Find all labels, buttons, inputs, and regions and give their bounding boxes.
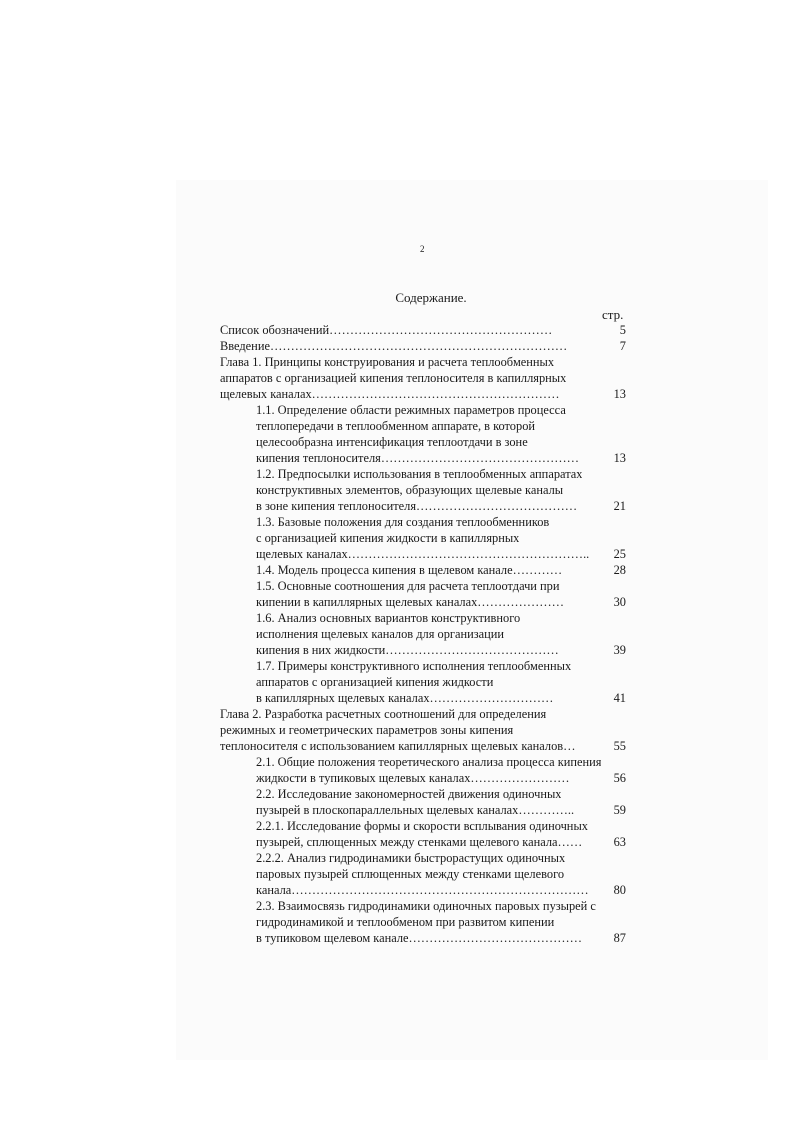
toc-entry bbox=[220, 722, 626, 738]
toc-entry bbox=[220, 738, 626, 754]
toc-entry-page: 63 bbox=[613, 835, 626, 849]
toc-entry-text: 2.2. Исследование закономерностей движения одиночных bbox=[256, 787, 562, 801]
toc-entry-text: 2.3. Взаимосвязь гидродинамики одиночных паровых пузырей с bbox=[256, 899, 596, 913]
toc-entry-page: 55 bbox=[613, 739, 626, 753]
toc-entry bbox=[220, 818, 626, 834]
toc-entry bbox=[220, 658, 626, 674]
toc-entry-text: 1.3. Базовые положения для создания теплообменников bbox=[256, 515, 550, 529]
toc-entry-page: 13 bbox=[613, 451, 626, 465]
page-number: 2 bbox=[420, 244, 425, 254]
toc-entry bbox=[220, 706, 626, 722]
toc-entry-text: пузырей, сплющенных между стенками щелевого канала…… bbox=[256, 835, 583, 849]
toc-entry bbox=[220, 418, 626, 434]
toc-entry-text: 1.4. Модель процесса кипения в щелевом канале………… bbox=[256, 563, 563, 577]
toc-entry-text: аппаратов с организацией кипения жидкости bbox=[256, 675, 494, 689]
toc-entry-page: 30 bbox=[613, 595, 626, 609]
toc-entry bbox=[220, 690, 626, 706]
toc-entry bbox=[220, 546, 626, 562]
toc-entry-page: 21 bbox=[613, 499, 626, 513]
toc-entry-text: 2.1. Общие положения теоретического анализа процесса кипения bbox=[256, 755, 602, 769]
toc-entry-text: в зоне кипения теплоносителя………………………………… bbox=[256, 499, 578, 513]
toc-entry bbox=[220, 322, 626, 338]
toc-entry bbox=[220, 642, 626, 658]
toc-entry-text: исполнения щелевых каналов для организации bbox=[256, 627, 505, 641]
toc-entry-text: гидродинамикой и теплообменом при развитом кипении bbox=[256, 915, 555, 929]
toc-entry-page: 28 bbox=[613, 563, 626, 577]
toc-entry-text: в капиллярных щелевых каналах………………………… bbox=[256, 691, 554, 705]
toc-entry bbox=[220, 786, 626, 802]
toc-entry bbox=[220, 402, 626, 418]
toc-entry bbox=[220, 498, 626, 514]
toc-entry-page: 80 bbox=[613, 883, 626, 897]
toc-entry bbox=[220, 674, 626, 690]
toc-entry-text: кипения теплоносителя………………………………………… bbox=[256, 451, 580, 465]
toc-entry-text: целесообразна интенсификация теплоотдачи в зоне bbox=[256, 435, 528, 449]
toc-entry-text: 1.6. Анализ основных вариантов конструктивного bbox=[256, 611, 521, 625]
toc-entry-text: теплоносителя с использованием капиллярных щелевых каналов… bbox=[220, 739, 576, 753]
toc-entry-text: 2.2.1. Исследование формы и скорости всплывания одиночных bbox=[256, 819, 588, 833]
toc-entry bbox=[220, 578, 626, 594]
toc-entry-text: кипении в капиллярных щелевых каналах………………… bbox=[256, 595, 565, 609]
toc-entry-page: 7 bbox=[619, 339, 626, 353]
toc-entry-text: режимных и геометрических параметров зоны кипения bbox=[220, 723, 514, 737]
toc-entry-text: щелевых каналах…………………………………………………… bbox=[220, 387, 560, 401]
toc-entry-text: 1.7. Примеры конструктивного исполнения теплообменных bbox=[256, 659, 572, 673]
toc-entry-text: 1.5. Основные соотношения для расчета теплоотдачи при bbox=[256, 579, 560, 593]
toc-entry-text: щелевых каналах………………………………………………….. bbox=[256, 547, 590, 561]
toc-entry bbox=[220, 770, 626, 786]
toc-entry-text: Глава 2. Разработка расчетных соотношений для определения bbox=[220, 707, 547, 721]
toc-entry-page: 5 bbox=[619, 323, 626, 337]
toc-entry-page: 59 bbox=[613, 803, 626, 817]
toc-entry-text: аппаратов с организацией кипения теплоносителя в капиллярных bbox=[220, 371, 567, 385]
toc-entry bbox=[220, 514, 626, 530]
toc-entry-text: Глава 1. Принципы конструирования и расчета теплообменных bbox=[220, 355, 555, 369]
toc-entry bbox=[220, 626, 626, 642]
toc-entry-text: 1.1. Определение области режимных параметров процесса bbox=[256, 403, 566, 417]
toc-entry bbox=[220, 898, 626, 914]
toc-entry-text: с организацией кипения жидкости в капиллярных bbox=[256, 531, 520, 545]
toc-entry-page: 25 bbox=[613, 547, 626, 561]
toc-entry bbox=[220, 370, 626, 386]
toc-entry-text: в тупиковом щелевом канале…………………………………… bbox=[256, 931, 583, 945]
page-title: Содержание. bbox=[395, 290, 467, 305]
toc-entry-page: 56 bbox=[613, 771, 626, 785]
toc-entry bbox=[220, 594, 626, 610]
toc-entry bbox=[220, 530, 626, 546]
toc-entry bbox=[220, 754, 626, 770]
toc-entry bbox=[220, 866, 626, 882]
document-page bbox=[176, 180, 768, 1060]
toc-entry-page: 41 bbox=[613, 691, 626, 705]
toc-entry bbox=[220, 802, 626, 818]
toc-entry-text: жидкости в тупиковых щелевых каналах…………………… bbox=[256, 771, 570, 785]
toc-entry bbox=[220, 850, 626, 866]
toc-entry-page: 87 bbox=[613, 931, 626, 945]
toc-entry bbox=[220, 610, 626, 626]
toc-entry-text: канала……………………………………………………………… bbox=[256, 883, 589, 897]
toc-entry bbox=[220, 450, 626, 466]
toc-entry bbox=[220, 386, 626, 402]
toc-entry-page: 39 bbox=[613, 643, 626, 657]
toc-entry bbox=[220, 834, 626, 850]
table-of-contents bbox=[220, 322, 626, 946]
toc-entry-page: 13 bbox=[613, 387, 626, 401]
toc-entry bbox=[220, 354, 626, 370]
toc-entry bbox=[220, 466, 626, 482]
toc-entry-text: кипения в них жидкости…………………………………… bbox=[256, 643, 559, 657]
toc-entry-text: теплопередачи в теплообменном аппарате, в которой bbox=[256, 419, 536, 433]
toc-entry-text: 2.2.2. Анализ гидродинамики быстрорастущих одиночных bbox=[256, 851, 566, 865]
toc-entry bbox=[220, 338, 626, 354]
toc-entry bbox=[220, 914, 626, 930]
toc-entry-text: Список обозначений……………………………………………… bbox=[220, 323, 553, 337]
page-column-label: стр. bbox=[602, 307, 624, 322]
toc-entry bbox=[220, 930, 626, 946]
toc-entry bbox=[220, 882, 626, 898]
toc-entry bbox=[220, 562, 626, 578]
toc-entry-text: паровых пузырей сплющенных между стенками щелевого bbox=[256, 867, 565, 881]
toc-entry-text: пузырей в плоскопараллельных щелевых каналах………….. bbox=[256, 803, 575, 817]
toc-entry-text: 1.2. Предпосылки использования в теплообменных аппаратах bbox=[256, 467, 583, 481]
toc-entry bbox=[220, 482, 626, 498]
toc-entry bbox=[220, 434, 626, 450]
toc-entry-text: конструктивных элементов, образующих щелевые каналы bbox=[256, 483, 564, 497]
toc-entry-text: Введение……………………………………………………………… bbox=[220, 339, 568, 353]
